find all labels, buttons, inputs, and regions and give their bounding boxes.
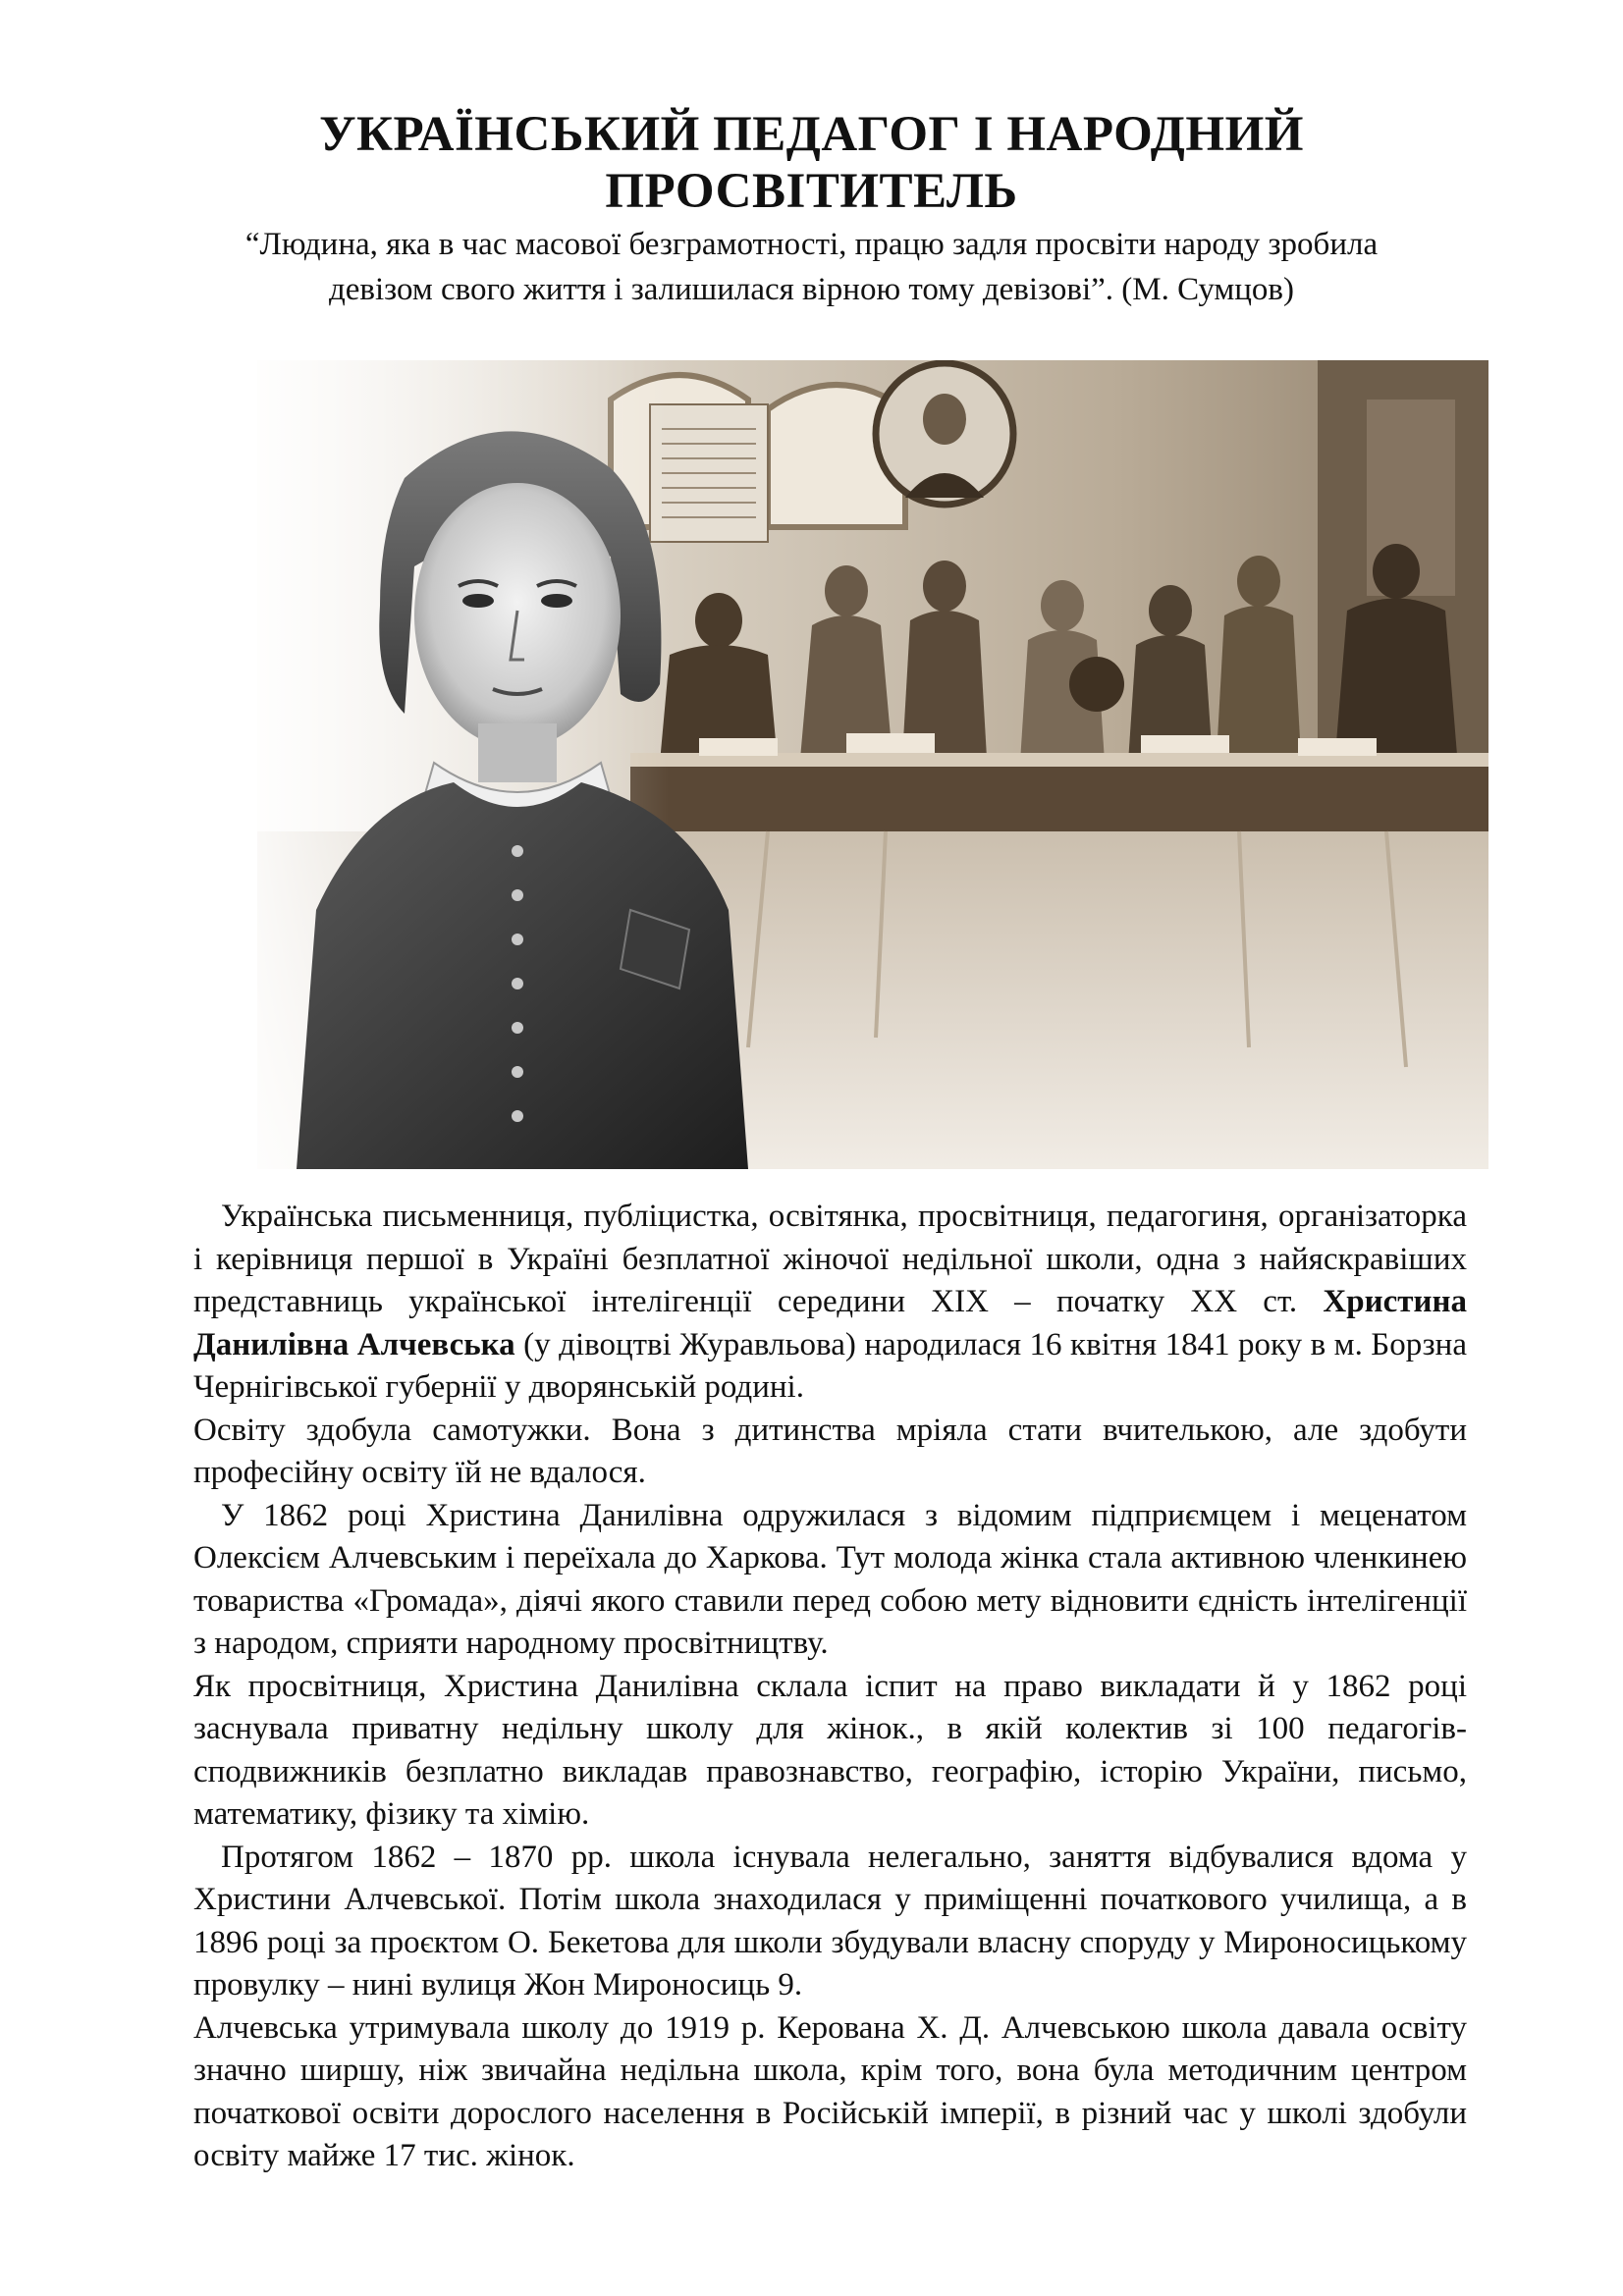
epigraph-line-2: девізом свого життя і залишилася вірною тому девізові”. (М. Сумцов) bbox=[328, 272, 1294, 307]
paragraph-6: Алчевська утримувала школу до 1919 р. Керована Х. Д. Алчевською школа давала освіту значно ширшу, ніж звичайна недільна школа, крім того, вона була методичним центром початкової освіти дорослого населення в Російській імперії, в різний час у школі здобули освіту майже 17 тис. жінок. bbox=[193, 2009, 1467, 2173]
classroom-table bbox=[630, 763, 1488, 831]
paragraph-5: Протягом 1862 – 1870 рр. школа існувала нелегально, заняття відбувалися вдома у Христини Алчевської. Потім школа знаходилася у приміщенні початкового училища, а в 1896 році за проєктом О. Бекетова для школи збудували власну споруду у Мироносицькому провулку – нині вулиця Жон Мироносиць 9. bbox=[193, 1839, 1467, 2002]
title-line-1: УКРАЇНСЬКИЙ ПЕДАГОГ І НАРОДНИЙ bbox=[319, 107, 1304, 162]
paragraph-2: Освіту здобула самотужки. Вона з дитинства мріяла стати вчителькою, але здобути професійну освіту їй не вдалося. bbox=[193, 1412, 1467, 1490]
person-name: Христина Данилівна Алчевська bbox=[193, 1284, 1467, 1362]
paragraph-4: Як просвітниця, Христина Данилівна склала іспит на право викладати й у 1862 році заснувала приватну недільну школу для жінок., в якій колектив зі 100 педагогів-сподвижників безплатно викладав правознавство, географію, історію України, письмо, математику, фізику та хімію. bbox=[193, 1668, 1467, 1832]
page-title bbox=[147, 106, 1476, 220]
portrait-collage-photo bbox=[257, 360, 1488, 1169]
globe bbox=[1069, 657, 1124, 712]
epigraph-quote bbox=[147, 222, 1476, 312]
article-body bbox=[193, 1196, 1467, 2178]
paragraph-1 bbox=[193, 1196, 1467, 1410]
paragraph-1-end: (у дівоцтві Журавльова) народилася 16 квітня 1841 року в м. Борзна Чернігівської губернії у дворянській родині. bbox=[193, 1326, 1467, 1405]
paragraph-1-start: Українська письменниця, публіцистка, освітянка, просвітниця, педагогиня, організаторка і керівниця першої в Україні безплатної жіночої недільної школи, одна з найяскравіших представниць української інтелігенції середини XIX – початку XX ст. bbox=[193, 1199, 1467, 1319]
title-line-2: ПРОСВІТИТЕЛЬ bbox=[605, 164, 1018, 219]
paragraph-3: У 1862 році Христина Данилівна одружилася з відомим підприємцем і меценатом Олексієм Алчевським і переїхала до Харкова. Тут молода жінка стала активною членкинею товариства «Громада», діячі якого ставили перед собою мету відновити єдність інтелігенції з народом, сприяти народному просвітництву. bbox=[193, 1497, 1467, 1661]
epigraph-line-1: “Людина, яка в час масової безграмотності, працю задля просвіти народу зробила bbox=[244, 227, 1379, 262]
